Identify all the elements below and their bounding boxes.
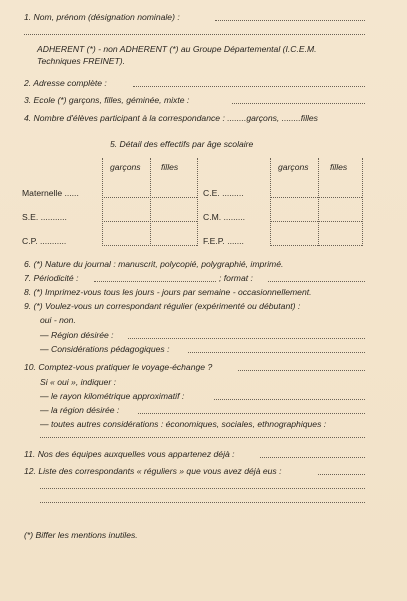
item-8-print: 8. (*) Imprimez-vous tous les jours - jours par semaine - occasionnellement. [24,287,312,297]
pedagogic-field-line[interactable] [188,352,365,353]
item-9-region: — Région désirée : [40,330,114,340]
grid-line [102,158,103,246]
address-field-line[interactable] [133,86,365,87]
head-filles-left: filles [161,162,179,172]
item-2-address: 2. Adresse complète : [24,78,107,88]
row-se: S.E. ........... [22,212,67,222]
item-5-detail: 5. Détail des effectifs par âge scolaire [110,139,254,149]
item-9-oui-non: oui - non. [40,315,76,325]
adherent-line-2: Techniques FREINET). [37,56,126,66]
head-garcons-left: garçons [110,162,141,172]
head-garcons-right: garçons [278,162,309,172]
grid-line [102,245,197,246]
row-fep: F.E.P. ....... [203,236,244,246]
format-field-line[interactable] [268,281,365,282]
item-9-correspondent: 9. (*) Voulez-vous un correspondant régulier (expérimenté ou débutant) : [24,301,301,311]
row-maternelle: Maternelle ...... [22,188,79,198]
list-field-line-3[interactable] [40,502,365,503]
footnote: (*) Biffer les mentions inutiles. [24,530,138,540]
row-ce: C.E. ......... [203,188,244,198]
item-7-format: ; format : [219,273,253,283]
grid-line [318,158,319,246]
item-10-other: — toutes autres considérations : économiques, sociales, ethnographiques : [40,419,327,429]
grid-line [197,158,198,246]
grid-line [270,221,362,222]
teams-field-line[interactable] [260,457,365,458]
exchange-field-line[interactable] [238,370,365,371]
name-field-line[interactable] [215,20,365,21]
periodicity-field-line[interactable] [94,281,216,282]
item-10-exchange: 10. Comptez-vous pratiquer le voyage-échange ? [24,362,213,372]
item-10-radius: — le rayon kilométrique approximatif : [40,391,185,401]
radius-field-line[interactable] [214,399,365,400]
list-field-line[interactable] [318,474,365,475]
grid-line [270,245,362,246]
item-1-name: 1. Nom, prénom (désignation nominale) : [24,12,180,22]
grid-line [270,158,271,246]
head-filles-right: filles [330,162,348,172]
exchange-region-field-line[interactable] [138,413,365,414]
item-11-teams: 11. Nos des équipes auxquelles vous appartenez déjà : [24,449,235,459]
school-field-line[interactable] [232,103,365,104]
region-field-line[interactable] [128,338,365,339]
row-cm: C.M. ......... [203,212,246,222]
item-10-region: — la région désirée : [40,405,120,415]
item-12-list: 12. Liste des correspondants « réguliers » que vous avez déjà eus : [24,466,282,476]
item-10-si-oui: Si « oui », indiquer : [40,377,116,387]
item-4-pupils: 4. Nombre d'élèves participant à la correspondance : ........garçons, ........filles [24,113,318,123]
grid-line [150,158,151,246]
grid-line [102,221,197,222]
adherent-line: ADHERENT (*) - non ADHERENT (*) au Groupe Départemental (I.C.E.M. [37,44,317,54]
item-9-pedagogic: — Considérations pédagogiques : [40,344,170,354]
row-cp: C.P. ........... [22,236,67,246]
name-field-line-2[interactable] [24,34,365,35]
grid-line [270,197,362,198]
item-6-journal: 6. (*) Nature du journal : manuscrit, polycopié, polygraphié, imprimé. [24,259,284,269]
other-field-line[interactable] [40,437,365,438]
item-3-school: 3. Ecole (*) garçons, filles, géminée, mixte : [24,95,190,105]
grid-line [362,158,363,246]
list-field-line-2[interactable] [40,488,365,489]
item-7-periodicity: 7. Périodicité : [24,273,79,283]
grid-line [102,197,197,198]
